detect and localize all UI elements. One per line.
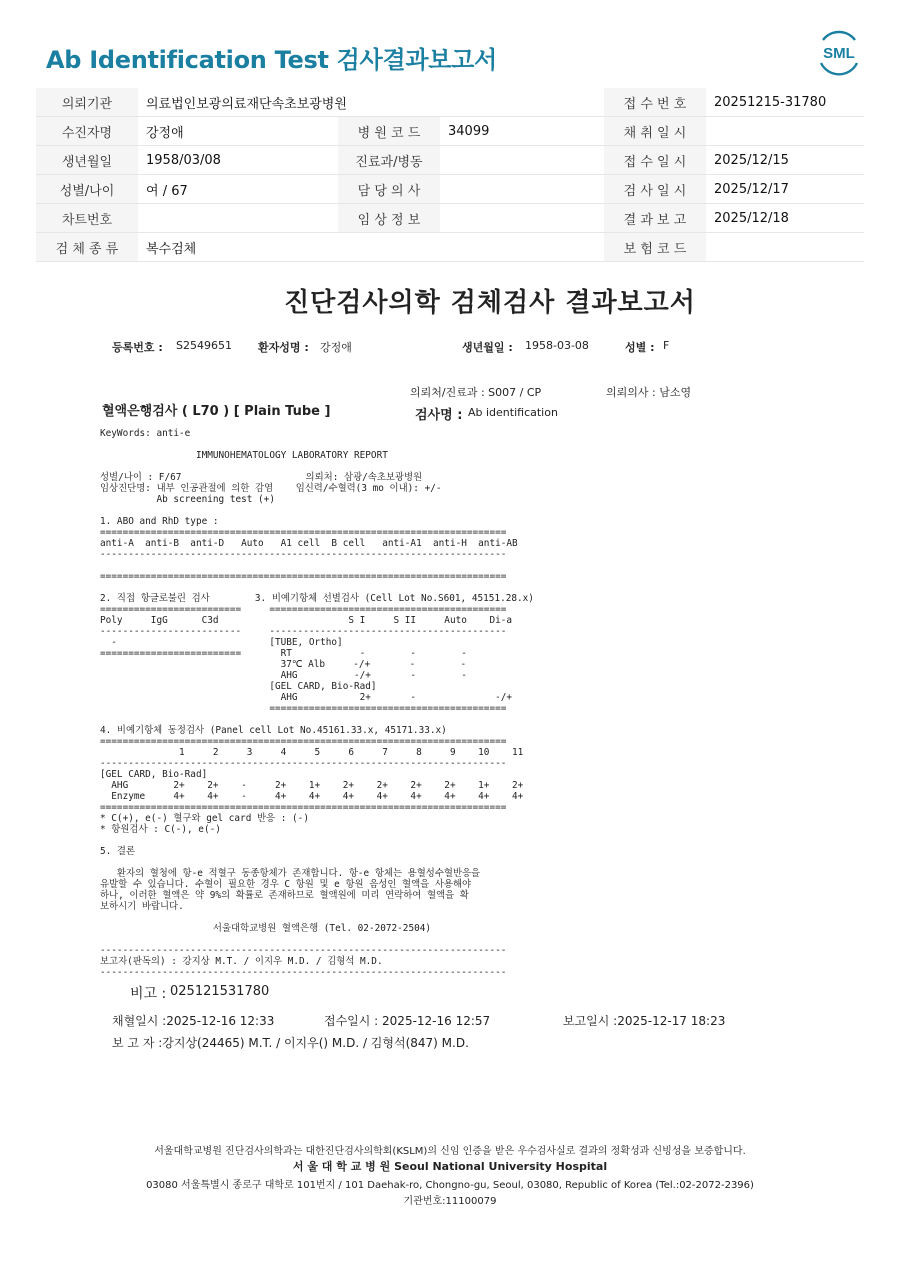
dob-label: 생년월일 : xyxy=(462,341,513,354)
info-row xyxy=(36,233,864,262)
info-label: 검 사 일 시 xyxy=(604,175,706,204)
info-value xyxy=(138,204,338,233)
info-value: 34099 xyxy=(440,117,604,146)
report-line xyxy=(100,439,534,450)
receive-time: 접수일시 : 2025-12-16 12:57 xyxy=(324,1014,491,1028)
info-label: 보 험 코 드 xyxy=(604,233,706,262)
report-line: 보하시기 바랍니다. xyxy=(100,901,184,912)
info-label: 진료과/병동 xyxy=(338,146,440,175)
report-line: Poly IgG C3d S I S II Auto Di-a xyxy=(100,615,513,626)
report-line: ======================================================================== xyxy=(100,527,507,538)
report-line: 4. 비예기항체 동정검사 (Panel cell Lot No.45161.33.x, 45171.33.x) xyxy=(100,725,447,736)
report-line: * C(+), e(-) 혈구와 gel card 반응 : (-) xyxy=(100,813,309,824)
note-label: 비고 : xyxy=(130,986,167,1002)
report-line xyxy=(100,582,534,593)
info-row xyxy=(36,175,864,204)
note-value: 025121531780 xyxy=(170,984,270,999)
patient-info-table xyxy=(36,88,864,262)
info-value: 1958/03/08 xyxy=(138,146,338,175)
report-line: 1. ABO and RhD type : xyxy=(100,516,219,527)
report-line: IMMUNOHEMATOLOGY LABORATORY REPORT xyxy=(100,450,388,461)
report-line xyxy=(100,560,534,571)
report-line: Enzyme 4+ 4+ - 4+ 4+ 4+ 4+ 4+ 4+ 4+ 4+ xyxy=(100,791,524,802)
report-line: 환자의 혈청에 항-e 적혈구 동종항체가 존재합니다. 항-e 항체는 용혈성수혈반응을 xyxy=(100,868,481,879)
report-body xyxy=(100,428,534,978)
info-value: 강정애 xyxy=(138,117,338,146)
reg-label: 등록번호 : xyxy=(112,341,163,354)
patient-value: 강정애 xyxy=(320,341,352,354)
report-line: AHG 2+ 2+ - 2+ 1+ 2+ 2+ 2+ 2+ 1+ 2+ xyxy=(100,780,524,791)
info-value xyxy=(440,146,604,175)
report-line: 서울대학교병원 혈액은행 (Tel. 02-2072-2504) xyxy=(100,923,432,934)
doctor-text: 의뢰의사 : 남소영 xyxy=(606,386,692,399)
report-line xyxy=(100,461,534,472)
info-value: 2025/12/18 xyxy=(706,204,864,233)
info-label: 성별/나이 xyxy=(36,175,138,204)
info-value xyxy=(706,233,864,262)
footer-certification: 서울대학교병원 진단검사의학과는 대한진단검사의학회(KSLM)의 신임 인증을 받은 우수검사실로 결과의 정확성과 신빙성을 보증합니다. xyxy=(154,1146,746,1157)
sex-value: F xyxy=(663,339,670,352)
test-name: 혈액은행검사 ( L70 ) [ Plain Tube ] xyxy=(102,404,331,419)
info-label: 접 수 번 호 xyxy=(604,88,706,117)
report-line: AHG -/+ - - xyxy=(100,670,467,681)
report-line: ------------------------------------------------------------------------ xyxy=(100,758,507,769)
sex-label: 성별 : xyxy=(625,341,655,354)
report-line xyxy=(100,505,534,516)
info-label: 생년월일 xyxy=(36,146,138,175)
patient-label: 환자성명 : xyxy=(258,341,309,354)
info-label: 접 수 일 시 xyxy=(604,146,706,175)
info-row xyxy=(36,204,864,233)
info-value xyxy=(706,117,864,146)
dob-value: 1958-03-08 xyxy=(525,339,589,352)
report-line: 5. 결론 xyxy=(100,846,136,857)
info-value: 2025/12/15 xyxy=(706,146,864,175)
report-line: ========================= ========================================== xyxy=(100,604,507,615)
info-value: 복수검체 xyxy=(138,233,604,262)
report-line: [GEL CARD, Bio-Rad] xyxy=(100,681,377,692)
info-value xyxy=(440,204,604,233)
info-label: 차트번호 xyxy=(36,204,138,233)
report-line xyxy=(100,912,534,923)
report-line xyxy=(100,835,534,846)
report-line: anti-A anti-B anti-D Auto A1 cell B cell anti-A1 anti-H anti-AB xyxy=(100,538,518,549)
info-value: 여 / 67 xyxy=(138,175,338,204)
footer-hospital: 서 울 대 학 교 병 원 Seoul National University Hospital xyxy=(292,1160,608,1173)
info-value: 2025/12/17 xyxy=(706,175,864,204)
info-row xyxy=(36,88,864,117)
info-row xyxy=(36,146,864,175)
report-line: - [TUBE, Ortho] xyxy=(100,637,343,648)
report-line: ======================================================================== xyxy=(100,571,507,582)
info-value: 20251215-31780 xyxy=(706,88,864,117)
report-line: ------------------------------------------------------------------------ xyxy=(100,549,507,560)
scanned-report xyxy=(90,270,790,978)
exam-label: 검사명 : xyxy=(415,408,463,423)
report-line: ======================================================================== xyxy=(100,736,507,747)
report-line: [GEL CARD, Bio-Rad] xyxy=(100,769,208,780)
scan-title: 진단검사의학 검체검사 결과보고서 xyxy=(284,288,696,318)
footer-address: 03080 서울특별시 종로구 대학로 101번지 / 101 Daehak-ro, Chongno-gu, Seoul, 03080, Republic of Korea (Tel.:02-2072-2396) xyxy=(146,1180,754,1191)
info-value xyxy=(440,175,604,204)
report-line xyxy=(100,714,534,725)
report-line: ======================================================================== xyxy=(100,802,507,813)
report-line: 1 2 3 4 5 6 7 8 9 10 11 xyxy=(100,747,524,758)
exam-value: Ab identification xyxy=(468,406,558,419)
info-label: 의뢰기관 xyxy=(36,88,138,117)
report-line: 2. 직접 항글로불린 검사 3. 비예기항체 선별검사 (Cell Lot No.S601, 45151.28.x) xyxy=(100,593,534,604)
report-line: ------------------------- ------------------------------------------ xyxy=(100,626,507,637)
info-label: 임 상 정 보 xyxy=(338,204,440,233)
report-line: ========================= RT - - - xyxy=(100,648,467,659)
info-value: 의료법인보광의료재단속초보광병원 xyxy=(138,88,604,117)
report-line xyxy=(100,934,534,945)
report-time: 보고일시 :2025-12-17 18:23 xyxy=(563,1014,726,1028)
reg-value: S2549651 xyxy=(176,339,232,352)
report-line: ------------------------------------------------------------------------ xyxy=(100,945,507,956)
report-line: 37℃ Alb -/+ - - xyxy=(100,659,467,670)
footer-org-number: 기관번호:11100079 xyxy=(403,1196,497,1207)
logo-mark xyxy=(815,30,863,76)
info-label: 수진자명 xyxy=(36,117,138,146)
info-row xyxy=(36,117,864,146)
report-line: 유발할 수 있습니다. 수혈이 필요한 경우 C 항원 및 e 항원 음성인 혈액을 사용해야 xyxy=(100,879,472,890)
report-line: AHG 2+ - -/+ xyxy=(100,692,513,703)
page-title: Ab Identification Test 검사결과보고서 xyxy=(46,46,497,74)
report-line: 보고자(판독의) : 강지상 M.T. / 이지우 M.D. / 김형석 M.D. xyxy=(100,956,383,967)
info-label: 병 원 코 드 xyxy=(338,117,440,146)
info-label: 담 당 의 사 xyxy=(338,175,440,204)
reporter-line: 보 고 자 :강지상(24465) M.T. / 이지우() M.D. / 김형석(847) M.D. xyxy=(112,1036,469,1050)
report-line: 하나, 이러한 혈액은 약 9%의 확률로 존재하므로 혈액원에 미리 연락하여 혈액을 확 xyxy=(100,890,469,901)
sml-logo xyxy=(815,30,863,76)
report-line xyxy=(100,857,534,868)
collect-time: 채혈일시 :2025-12-16 12:33 xyxy=(112,1014,275,1028)
logo-text: SML xyxy=(823,45,855,62)
dept-text: 의뢰처/진료과 : S007 / CP xyxy=(410,386,542,399)
report-line: * 항원검사 : C(-), e(-) xyxy=(100,824,221,835)
report-line: ========================================== xyxy=(100,703,507,714)
info-label: 결 과 보 고 xyxy=(604,204,706,233)
report-line: ------------------------------------------------------------------------ xyxy=(100,967,507,978)
report-line: 성별/나이 : F/67 의뢰처: 삼광/속초보광병원 xyxy=(100,472,423,483)
info-label: 채 취 일 시 xyxy=(604,117,706,146)
info-label: 검 체 종 류 xyxy=(36,233,138,262)
report-line: 임상진단명: 내부 인공관절에 의한 감염 임신력/수혈력(3 mo 이내): +/- xyxy=(100,483,442,494)
report-line: KeyWords: anti-e xyxy=(100,428,191,439)
report-line: Ab screening test (+) xyxy=(100,494,275,505)
